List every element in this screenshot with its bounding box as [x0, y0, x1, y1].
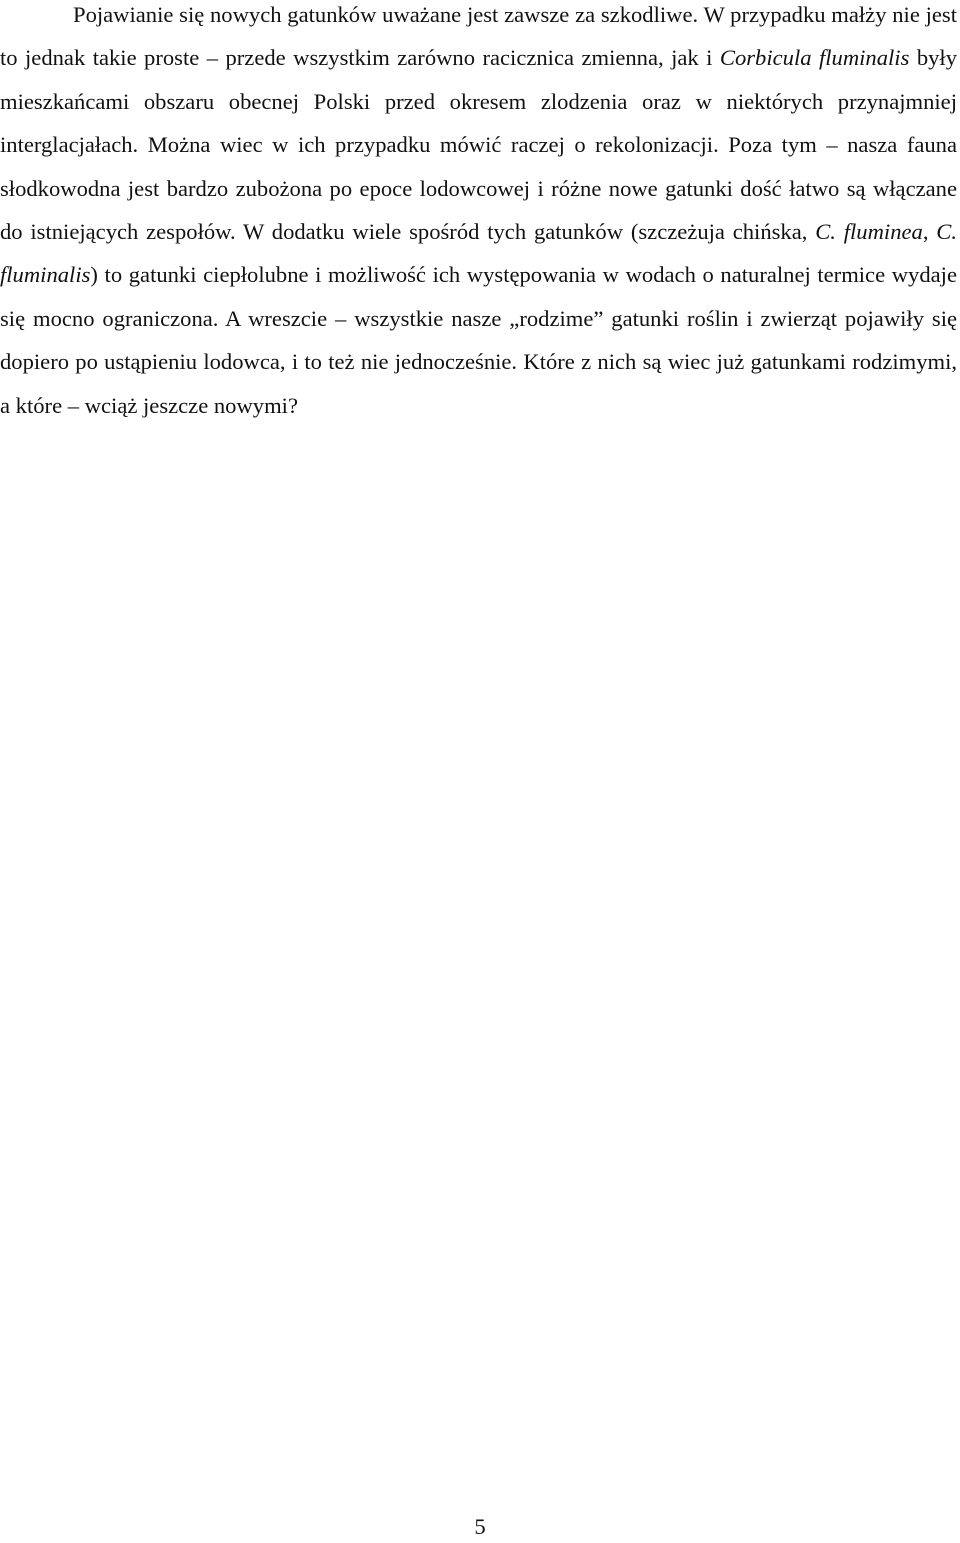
- body-paragraph: [0, 0, 957, 427]
- species-name-c-fluminalis: C. fluminalis: [0, 219, 958, 288]
- paragraph-separator: ,: [922, 219, 937, 245]
- page-number: 5: [474, 1514, 486, 1539]
- species-name-corbicula-fluminalis: Corbicula fluminalis: [719, 45, 910, 71]
- species-name-c-fluminea: C. fluminea: [815, 219, 923, 245]
- paragraph-text-3: ) to gatunki ciepłolubne i możliwość ich występowania w wodach o naturalnej termice wydaje się mocno ograniczona. A wreszcie – wszystkie nasze „rodzime” gatunki roślin i zwierząt pojawiły się dopiero po ustąpieniu lodowca, i to też nie jednocześnie. Które z nich są wiec już gatunkami rodzimymi, a które – wciąż jeszcze nowymi?: [0, 262, 957, 418]
- paragraph-text-1: Pojawianie się nowych gatunków uważane jest zawsze za szkodliwe. W przypadku małży nie jest to jednak takie proste – przede wszystkim zarówno racicznica zmienna, jak i: [0, 2, 957, 71]
- paragraph-text-2: były mieszkańcami obszaru obecnej Polski przed okresem zlodzenia oraz w niektórych przynajmniej interglacjałach. Można wiec w ich przypadku mówić raczej o rekolonizacji. Poza tym – nasza fauna słodkowodna jest bardzo zubożona po epoce lodowcowej i różne nowe gatunki dość łatwo są włączane do istniejących zespołów. W dodatku wiele spośród tych gatunków (szczeżuja chińska,: [0, 45, 957, 245]
